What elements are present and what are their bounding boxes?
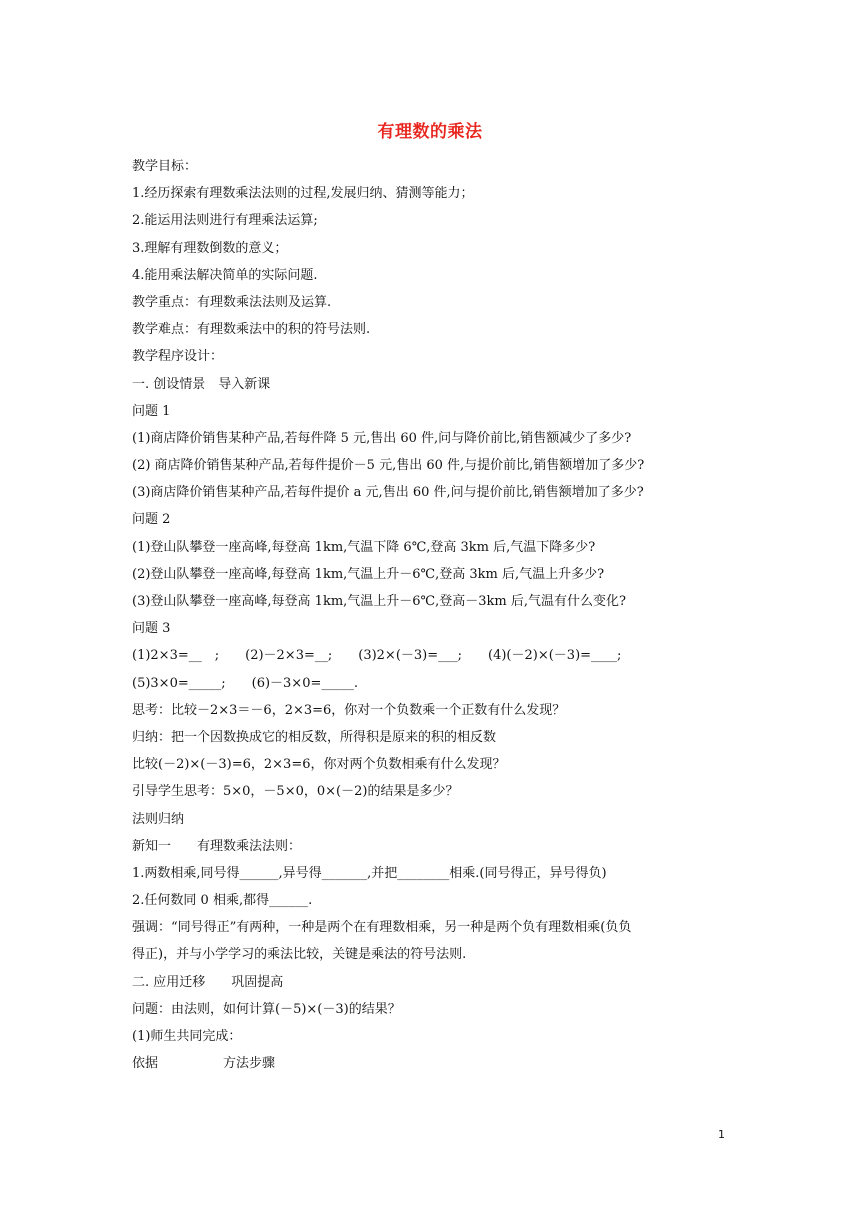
text-line: 1.经历探索有理数乘法法则的过程,发展归纳、猜测等能力； bbox=[132, 186, 474, 202]
text-line: 问题：由法则，如何计算(－5)×(－3)的结果？ bbox=[132, 1001, 401, 1017]
text-line: 比较(－2)×(－3)=6，2×3=6，你对两个负数相乘有什么发现？ bbox=[132, 757, 506, 773]
text-line: (1)2×3=__ ; (2)－2×3=__; (3)2×(－3)=___; (4)(－2)×(－3)=____; bbox=[132, 648, 622, 664]
text-line: (2) 商店降价销售某种产品,若每件提价－5 元,售出 60 件,与提价前比,销售额增加了多少? bbox=[132, 458, 645, 474]
text-line: (2)登山队攀登一座高峰,每登高 1km,气温上升－6℃,登高 3km 后,气温上升多少? bbox=[132, 566, 605, 582]
text-line: 新知一 有理数乘法法则： bbox=[132, 838, 302, 854]
text-line: 问题 1 bbox=[132, 403, 171, 419]
text-line: 1.两数相乘,同号得______,异号得_______,并把________相乘.(同号得正，异号得负) bbox=[132, 865, 607, 881]
text-line: (1)登山队攀登一座高峰,每登高 1km,气温下降 6℃,登高 3km 后,气温下降多少? bbox=[132, 539, 596, 555]
text-line: 法则归纳 bbox=[132, 811, 185, 827]
page-number: 1 bbox=[718, 1128, 725, 1141]
text-line: 2.能运用法则进行有理乘法运算; bbox=[132, 213, 318, 229]
text-line: (1)师生共同完成： bbox=[132, 1029, 242, 1044]
text-line: (3)登山队攀登一座高峰,每登高 1km,气温上升－6℃,登高－3km 后,气温有什么变化? bbox=[132, 594, 626, 609]
text-line: 教学程序设计： bbox=[132, 349, 224, 365]
text-line: 教学目标： bbox=[132, 159, 198, 174]
text-line: 引导学生思考：5×0，－5×0，0×(－2)的结果是多少？ bbox=[132, 784, 459, 800]
text-line: 归纳：把一个因数换成它的相反数，所得积是原来的积的相反数 bbox=[132, 729, 497, 745]
text-line: 问题 2 bbox=[132, 512, 171, 528]
text-line: 思考：比较－2×3＝－6，2×3=6，你对一个负数乘一个正数有什么发现？ bbox=[132, 702, 566, 718]
text-line: 4.能用乘法解决简单的实际问题. bbox=[132, 267, 318, 283]
text-line: 教学难点：有理数乘法中的积的符号法则. bbox=[132, 322, 371, 338]
text-line: 3.理解有理数倒数的意义； bbox=[132, 240, 288, 256]
text-line: (5)3×0=_____; (6)－3×0=_____. bbox=[132, 675, 358, 691]
text-line: 教学重点：有理数乘法法则及运算. bbox=[132, 294, 332, 310]
section-heading: 二. 应用迁移 巩固提高 bbox=[132, 974, 284, 990]
text-line: (1)商店降价销售某种产品,若每件降 5 元,售出 60 件,问与降价前比,销售额减少了多少? bbox=[132, 430, 632, 446]
document-title: 有理数的乘法 bbox=[377, 122, 483, 142]
section-heading: 一. 创设情景 导入新课 bbox=[132, 376, 271, 392]
text-line: 得正)，并与小学学习的乘法比较，关键是乘法的符号法则. bbox=[132, 947, 467, 963]
text-line: 依据 方法步骤 bbox=[132, 1056, 276, 1072]
text-line: 问题 3 bbox=[132, 621, 171, 637]
text-line: (3)商店降价销售某种产品,若每件提价 a 元,售出 60 件,问与提价前比,销售额增加了多少? bbox=[132, 485, 644, 501]
document-body bbox=[132, 153, 732, 1077]
text-line: 2.任何数同 0 相乘,都得______. bbox=[132, 893, 313, 909]
text-line: 强调：“同号得正”有两种，一种是两个在有理数相乘，另一种是两个负有理数相乘(负负 bbox=[132, 920, 632, 936]
